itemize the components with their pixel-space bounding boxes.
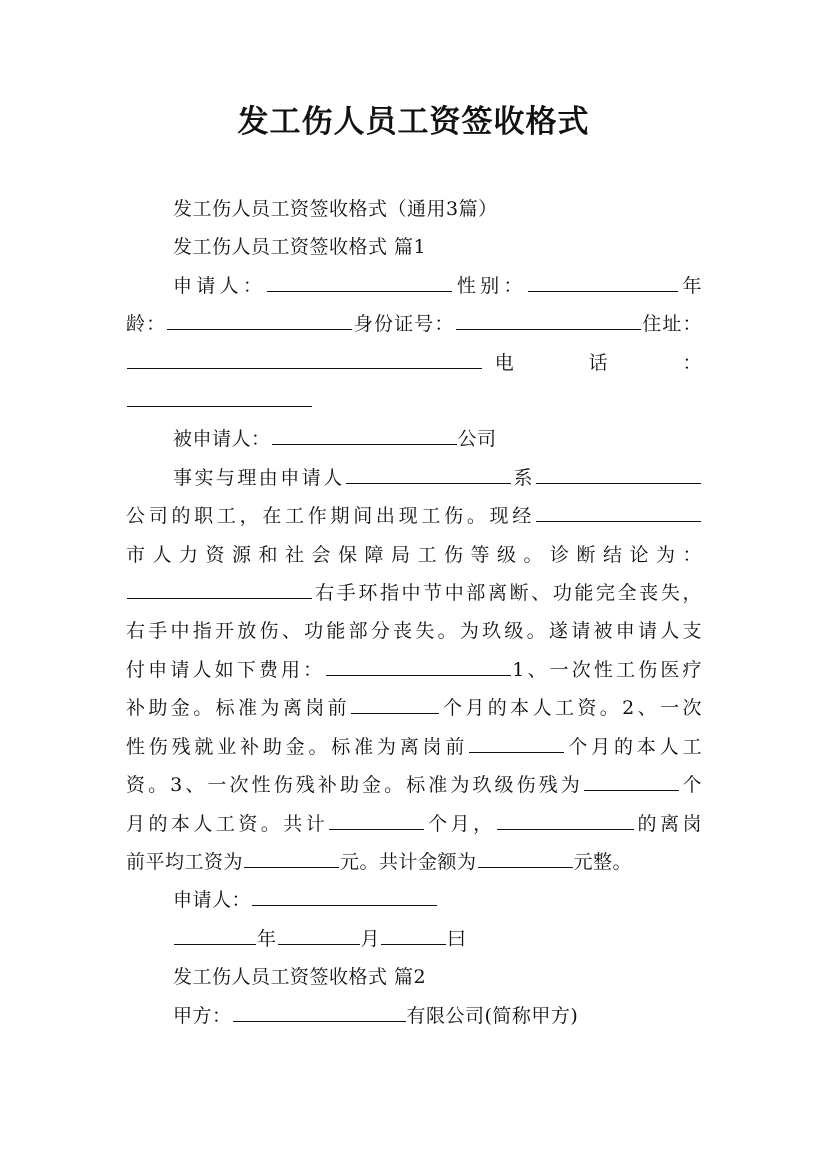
address-label: 住址： <box>641 313 702 336</box>
facts-text-g: 付申请人如下费用： <box>126 658 326 681</box>
party-a-line <box>126 997 702 1035</box>
facts-line-10 <box>126 805 702 843</box>
facts-text-n: 个 <box>679 774 702 797</box>
date-year-char: 年 <box>257 927 277 950</box>
signature-line <box>126 881 702 919</box>
average-salary-blank[interactable] <box>244 848 339 868</box>
salary-basis-blank[interactable] <box>497 810 634 830</box>
party-a-suffix: 有限公司(简称甲方) <box>406 1004 579 1027</box>
facts-text-p: 个月， <box>425 812 496 835</box>
city-blank[interactable] <box>536 502 701 522</box>
employment-months-blank[interactable] <box>469 733 564 753</box>
facts-line-8 <box>126 728 702 766</box>
party-a-label: 甲方： <box>173 1004 232 1027</box>
facts-line-4 <box>126 574 702 612</box>
intro-line: 发工伤人员工资签收格式（通用3篇） <box>173 198 498 220</box>
gender-blank[interactable] <box>528 272 678 292</box>
date-year-blank[interactable] <box>174 925 256 945</box>
facts-text-r: 前平均工资为 <box>126 850 244 873</box>
year-char: 年 <box>678 274 702 297</box>
signature-blank[interactable] <box>252 886 437 906</box>
address-line <box>126 344 702 382</box>
facts-line-1 <box>126 459 702 497</box>
applicant-blank[interactable] <box>267 272 452 292</box>
applicant-label: 申请人： <box>173 274 267 297</box>
facts-text-k: 性伤残就业补助金。标准为离岗前 <box>126 735 469 758</box>
facts-line-11 <box>126 843 702 881</box>
facts-text-j: 个月的本人工资。2、一次 <box>440 697 702 720</box>
facts-line-5: 右手中指开放伤、功能部分丧失。为玖级。遂请被申请人支 <box>126 620 702 643</box>
age-blank[interactable] <box>167 310 352 330</box>
date-line <box>126 920 702 958</box>
total-amount-blank[interactable] <box>478 848 573 868</box>
facts-text-i: 补助金。标准为离岗前 <box>126 697 351 720</box>
facts-text-q: 的离岗 <box>634 812 702 835</box>
date-month-blank[interactable] <box>278 925 360 945</box>
facts-text-b: 系 <box>511 466 535 489</box>
document-body <box>126 190 702 1035</box>
section-2-heading: 发工伤人员工资签收格式 篇2 <box>173 966 427 989</box>
facts-line-6 <box>126 651 702 689</box>
signature-label: 申请人： <box>173 889 252 912</box>
respondent-blank[interactable] <box>272 425 457 445</box>
facts-line-3: 市人力资源和社会保障局工伤等级。诊断结论为： <box>126 543 702 566</box>
respondent-label: 被申请人： <box>173 428 271 451</box>
fee-blank[interactable] <box>326 656 511 676</box>
facts-line-2 <box>126 497 702 535</box>
date-month-char: 月 <box>360 927 381 950</box>
facts-text-h: 1、一次性工伤医疗 <box>512 658 702 681</box>
phone-label: 电 话 ： <box>483 351 702 374</box>
applicant-line <box>126 267 702 305</box>
date-day-char: 曰 <box>447 927 467 950</box>
facts-line-7 <box>126 689 702 727</box>
document-title: 发工伤人员工资签收格式 <box>237 104 590 140</box>
facts-text-t: 元整。 <box>573 850 633 873</box>
facts-line-9 <box>126 766 702 804</box>
age-label: 龄： <box>126 313 167 336</box>
date-day-blank[interactable] <box>381 925 446 945</box>
respondent-line <box>126 420 702 458</box>
facts-text-m: 资。3、一次性伤残补助金。标准为玖级伤残为 <box>126 774 583 797</box>
company-suffix: 公司 <box>457 428 497 451</box>
address-blank[interactable] <box>127 349 482 369</box>
applicant-name-blank[interactable] <box>346 464 511 484</box>
disability-months-blank[interactable] <box>584 771 679 791</box>
medical-months-blank[interactable] <box>351 694 439 714</box>
id-label: 身份证号： <box>353 313 455 336</box>
age-line <box>126 305 702 343</box>
section-1-heading: 发工伤人员工资签收格式 篇1 <box>173 236 427 259</box>
employer-blank[interactable] <box>536 464 701 484</box>
facts-text-c: 公司的职工，在工作期间出现工伤。现经 <box>126 505 535 528</box>
facts-text-s: 元。共计金额为 <box>340 850 477 873</box>
facts-text-e: 右手环指中节中部离断、功能完全丧失， <box>313 582 702 605</box>
party-a-blank[interactable] <box>233 1002 406 1022</box>
phone-line <box>126 382 702 420</box>
facts-text-o: 月的本人工资。共计 <box>126 812 329 835</box>
facts-text-a: 事实与理由申请人 <box>173 466 345 489</box>
id-blank[interactable] <box>456 310 641 330</box>
facts-text-l: 个月的本人工 <box>565 735 702 758</box>
gender-label: 性别： <box>453 274 527 297</box>
diagnosis-blank[interactable] <box>127 579 312 599</box>
total-months-blank[interactable] <box>329 810 424 830</box>
phone-blank[interactable] <box>127 387 312 407</box>
